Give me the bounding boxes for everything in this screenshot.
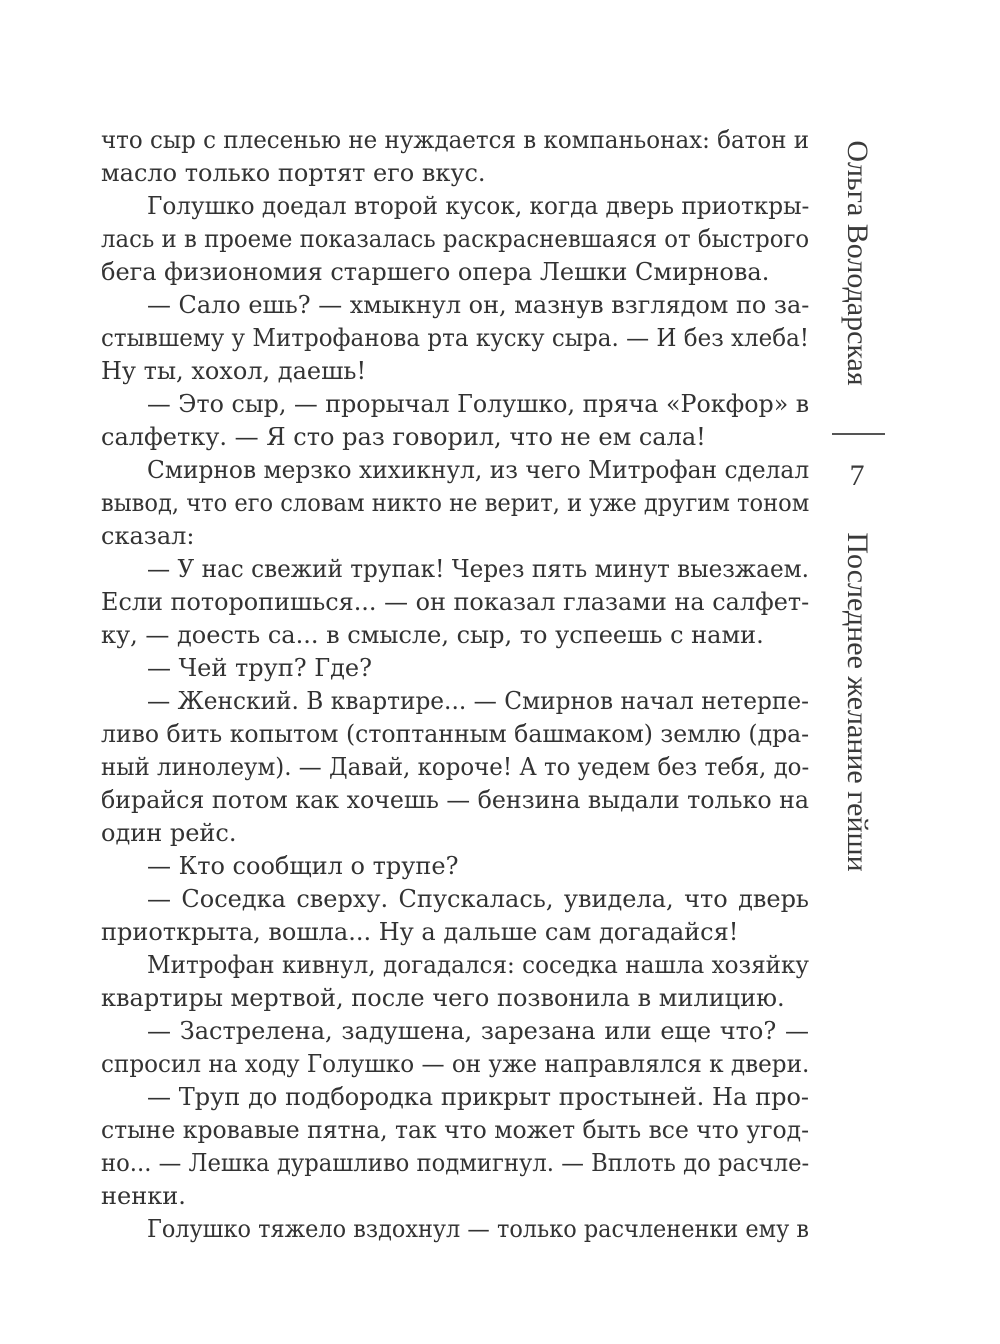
text-line: стыне кровавые пятна, так что может быть все что угод- [101, 1116, 810, 1144]
text-line: — У нас свежий трупак! Через пять минут выезжаем. [147, 555, 809, 583]
header-divider [832, 433, 885, 435]
text-line: — Сало ешь? — хмыкнул он, мазнув взглядом по за- [147, 291, 810, 319]
text-line: Смирнов мерзко хихикнул, из чего Митрофан сделал [147, 456, 810, 484]
text-line: — Соседка сверху. Спускалась, увидела, что дверь [147, 885, 809, 913]
text-line: ненки. [101, 1182, 186, 1210]
text-line: ливо бить копытом (стоптанным башмаком) землю (дра- [101, 720, 810, 748]
text-line: Ну ты, хохол, даешь! [101, 357, 367, 385]
text-line: ку, — доесть са... в смысле, сыр, то успеешь с нами. [101, 621, 764, 649]
text-line: салфетку. — Я сто раз говорил, что не ем сала! [101, 423, 706, 451]
text-line: приоткрыта, вошла... Ну а дальше сам догадайся! [101, 918, 739, 946]
text-line: — Застрелена, задушена, зарезана или еще что? — [147, 1017, 809, 1045]
text-line: Голушко доедал второй кусок, когда дверь приоткры- [147, 192, 810, 220]
text-line: вывод, что его словам никто не верит, и уже другим тоном [101, 489, 810, 517]
text-line: лась и в проеме показалась раскрасневшаяся от быстрого [101, 225, 810, 253]
text-line: бега физиономия старшего опера Лешки Смирнова. [101, 258, 770, 286]
text-line: что сыр с плесенью не нуждается в компаньонах: батон и [101, 126, 810, 154]
book-title: Последнее желание гейши [841, 532, 874, 872]
text-line: квартиры мертвой, после чего позвонила в милицию. [101, 984, 785, 1012]
text-line: ный линолеум). — Давай, короче! А то уедем без тебя, до- [101, 753, 810, 781]
text-line: сказал: [101, 522, 195, 550]
text-line: стывшему у Митрофанова рта куску сыра. — И без хлеба! [101, 324, 810, 352]
text-line: но... — Лешка дурашливо подмигнул. — Вплоть до расчле- [101, 1149, 810, 1177]
text-line: спросил на ходу Голушко — он уже направлялся к двери. [101, 1050, 810, 1078]
text-line: Митрофан кивнул, догадался: соседка нашла хозяйку [147, 951, 809, 979]
text-line: Голушко тяжело вздохнул — только расчлененки ему в [147, 1215, 810, 1243]
text-line: масло только портят его вкус. [101, 159, 486, 187]
text-line: — Чей труп? Где? [147, 654, 372, 682]
author-name: Ольга Володарская [841, 140, 874, 386]
text-line: — Это сыр, — прорычал Голушко, пряча «Рокфор» в [147, 390, 810, 418]
text-line: — Кто сообщил о трупе? [147, 852, 459, 880]
running-header [827, 120, 887, 880]
text-line: бирайся потом как хочешь — бензина выдали только на [101, 786, 810, 814]
text-line: — Женский. В квартире... — Смирнов начал нетерпе- [147, 687, 809, 715]
text-line: один рейс. [101, 819, 237, 847]
text-line: Если поторопишься... — он показал глазами на салфет- [101, 588, 810, 616]
page-number: 7 [849, 459, 865, 492]
text-line: — Труп до подбородка прикрыт простыней. На про- [147, 1083, 809, 1111]
